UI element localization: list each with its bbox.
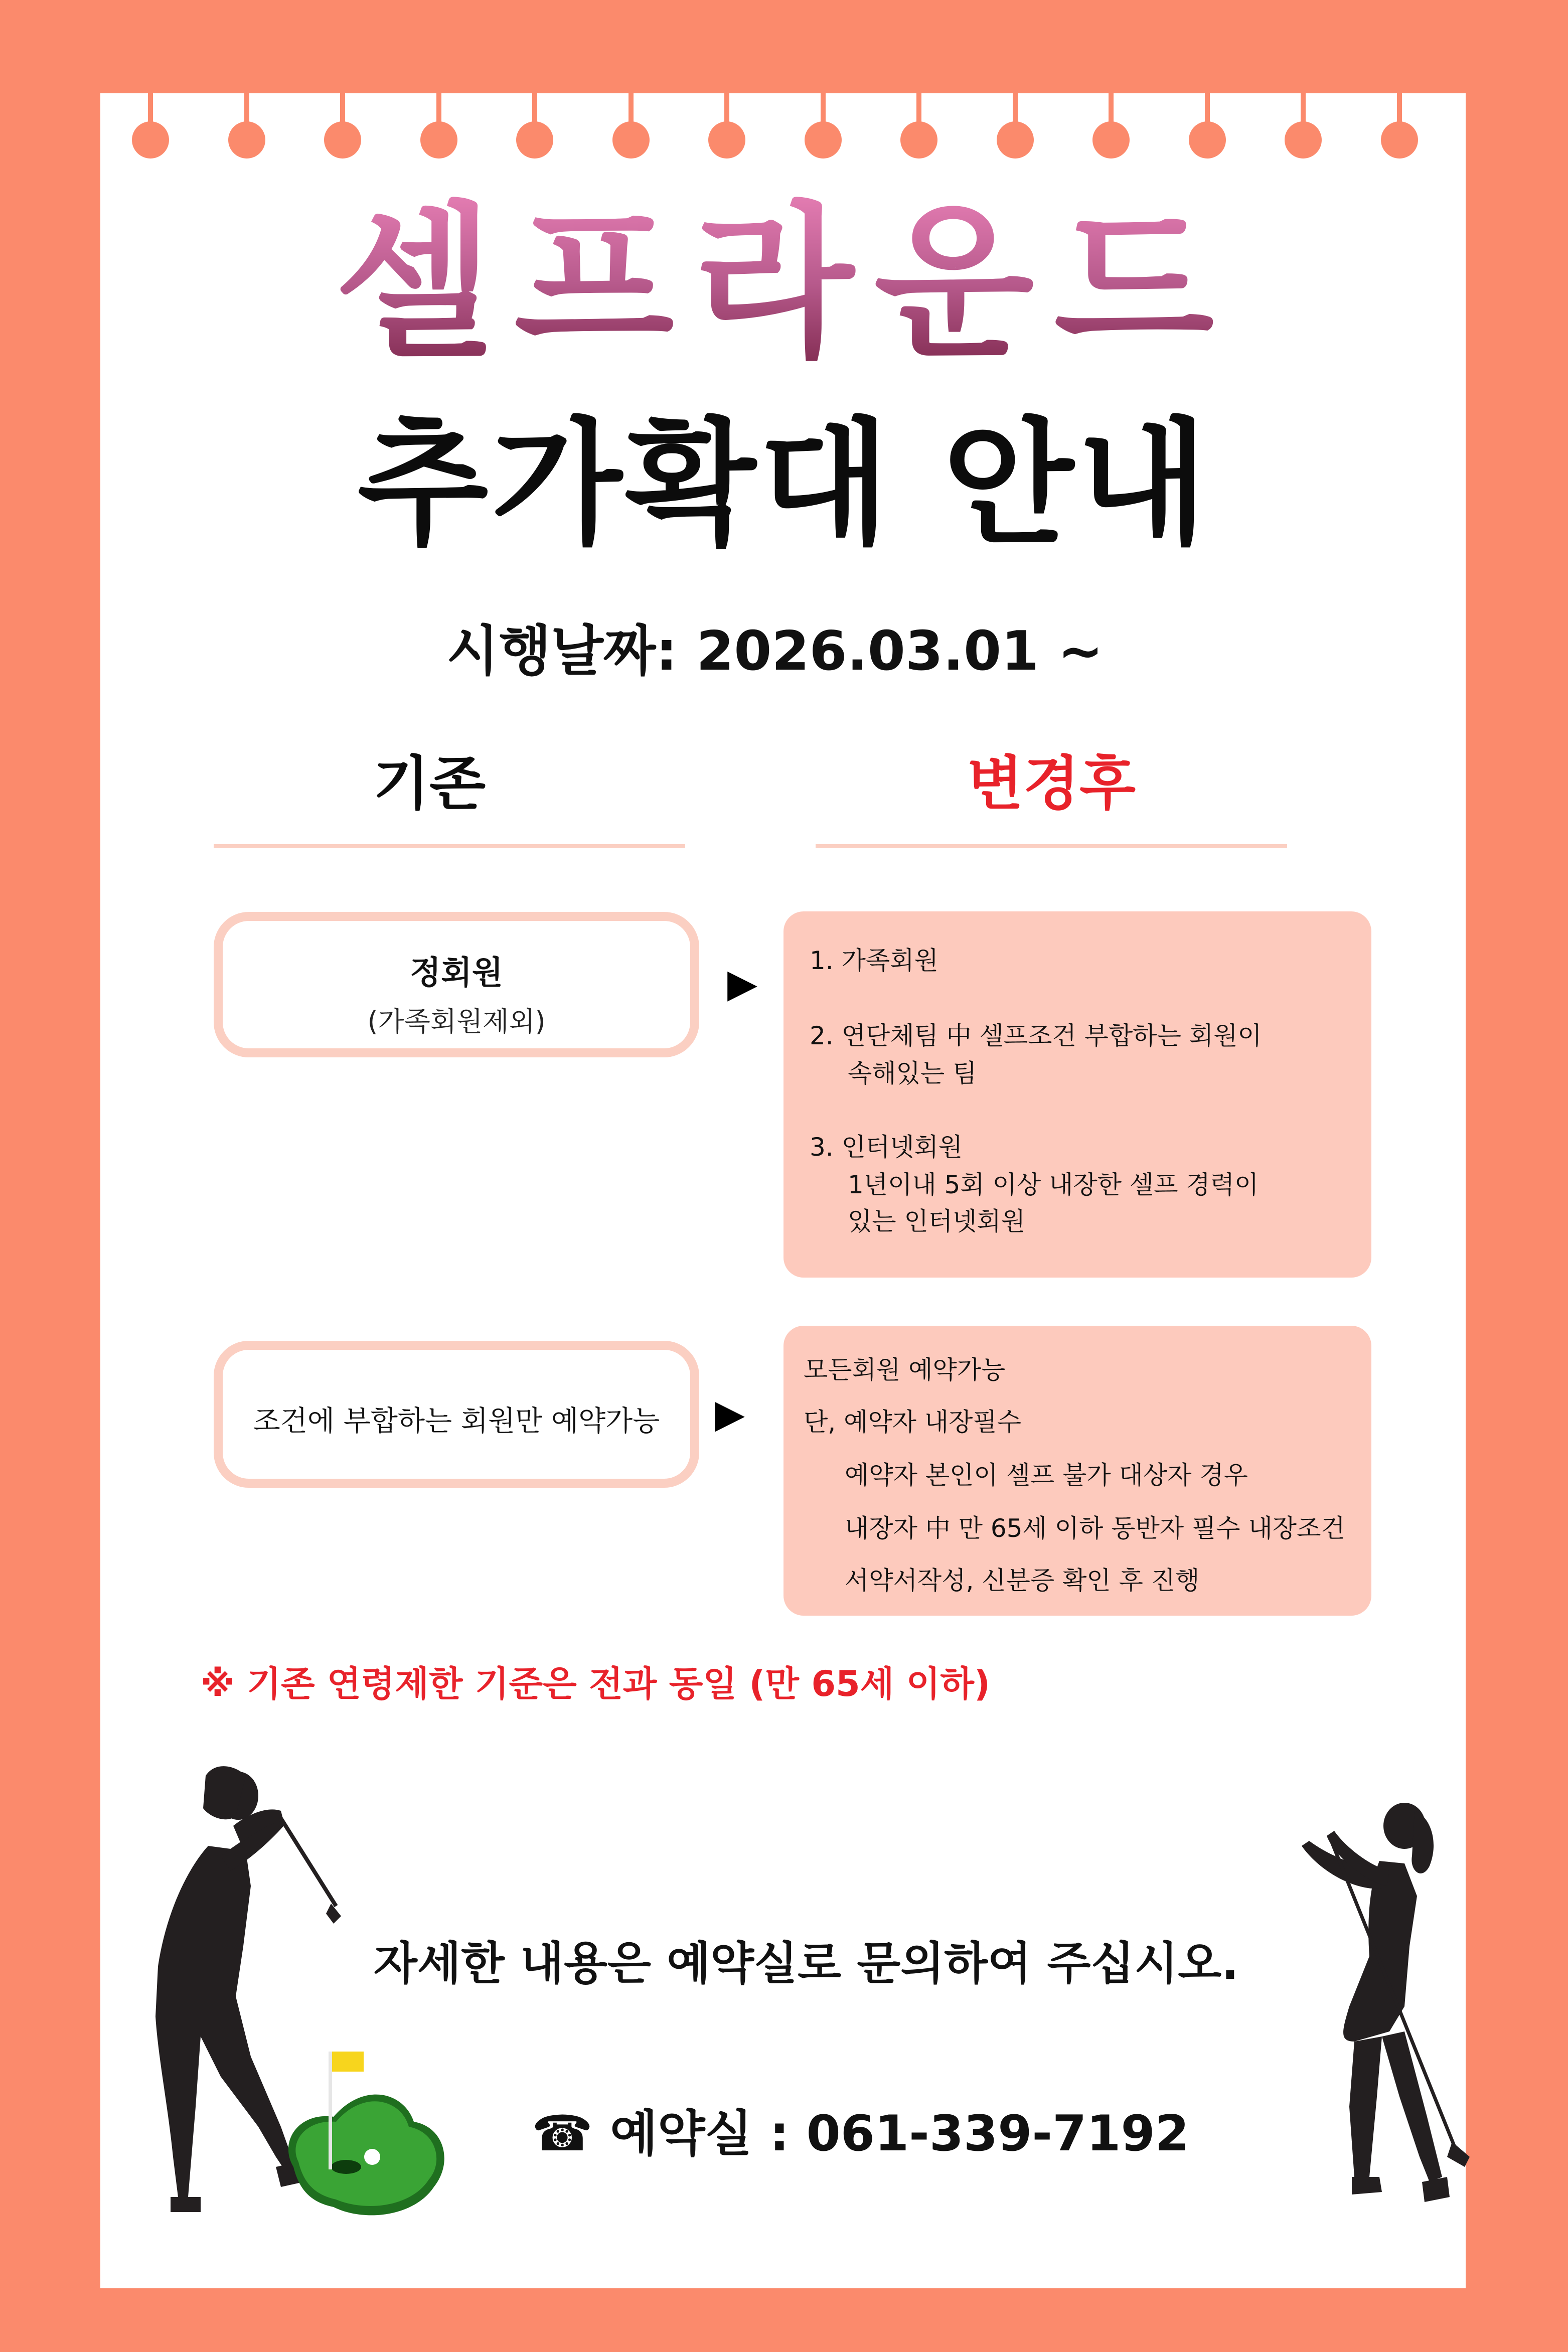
after-item: 1년이내 5회 이상 내장한 셀프 경력이: [848, 1170, 1259, 1199]
title-sub: 추가확대 안내: [357, 405, 1211, 563]
binder-ring: [324, 121, 361, 159]
after-item: 예약자 본인이 셀프 불가 대상자 경우: [845, 1461, 1248, 1490]
after-box-members: [783, 911, 1371, 1278]
title-main: 셀프라운드: [334, 187, 1234, 380]
binder-ring: [1189, 121, 1226, 159]
divider-before: [214, 844, 685, 848]
column-after-heading: 변경후: [967, 750, 1136, 818]
before-box-text: 조건에 부합하는 회원만 예약가능: [253, 1405, 660, 1438]
before-box-conditions: [214, 1341, 699, 1488]
binder-ring: [805, 121, 842, 159]
after-item: 단, 예약자 내장필수: [804, 1407, 1022, 1437]
after-item: 속해있는 팀: [848, 1059, 977, 1088]
putting-green-icon: [278, 2042, 459, 2222]
arrow-icon: ▶: [715, 1391, 745, 1437]
before-box-title: 정회원: [410, 955, 503, 992]
binder-ring: [132, 121, 169, 159]
golfer-silhouette-right-icon: [1254, 1796, 1475, 2227]
arrow-icon: ▶: [727, 961, 757, 1006]
binder-ring: [1285, 121, 1322, 159]
binder-ring: [1092, 121, 1130, 159]
binder-ring: [420, 121, 457, 159]
after-item: 1. 가족회원: [810, 946, 938, 975]
binder-ring: [1381, 121, 1418, 159]
after-item: 3. 인터넷회원: [810, 1133, 963, 1162]
after-item: 내장자 中 만 65세 이하 동반자 필수 내장조건: [845, 1514, 1345, 1543]
reservation-phone[interactable]: ☎ 예약실 : 061-339-7192: [532, 2105, 1189, 2162]
after-item: 모든회원 예약가능: [804, 1355, 1006, 1384]
before-box-subtitle: (가족회원제외): [367, 1006, 546, 1037]
effective-date: 시행날짜: 2026.03.01 ~: [446, 620, 1104, 683]
after-box-reservation: [783, 1326, 1371, 1616]
before-box-regular-member: [214, 912, 699, 1057]
after-item: 2. 연단체팀 中 셀프조건 부합하는 회원이: [810, 1021, 1262, 1050]
binder-ring: [516, 121, 553, 159]
divider-after: [816, 844, 1287, 848]
contact-message: 자세한 내용은 예약실로 문의하여 주십시오.: [374, 1937, 1239, 1990]
binder-ring: [997, 121, 1034, 159]
binder-ring: [708, 121, 745, 159]
column-before-heading: 기존: [373, 750, 486, 818]
binder-ring: [900, 121, 937, 159]
after-item: 서약서작성, 신분증 확인 후 진행: [845, 1566, 1200, 1595]
binder-ring: [612, 121, 650, 159]
age-limit-note: ※ 기존 연령제한 기준은 전과 동일 (만 65세 이하): [201, 1663, 990, 1704]
binder-ring: [228, 121, 265, 159]
after-item: 있는 인터넷회원: [848, 1207, 1025, 1236]
